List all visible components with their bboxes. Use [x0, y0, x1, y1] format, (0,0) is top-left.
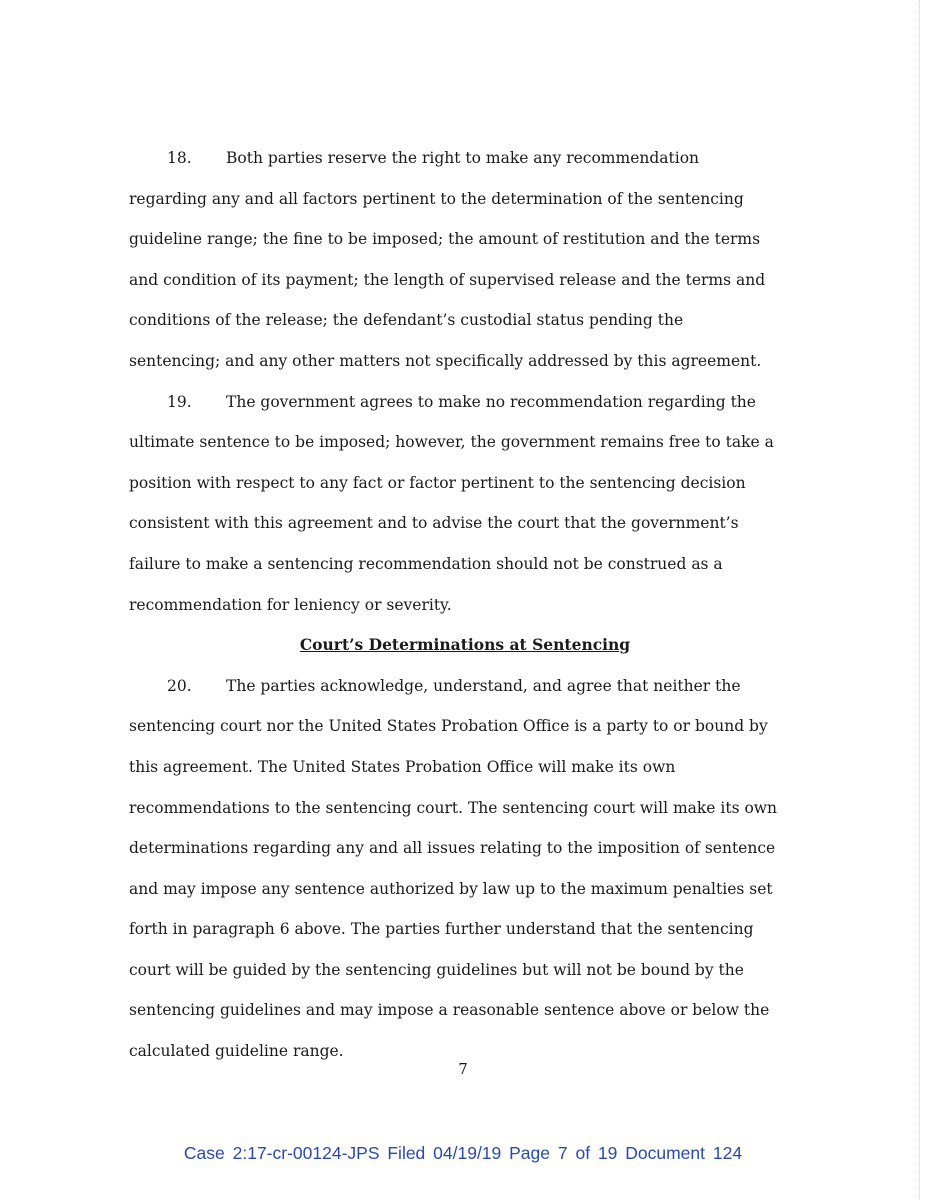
paragraph-number: 19.	[167, 392, 192, 411]
document-page	[129, 138, 779, 1072]
paragraph-text: The parties acknowledge, understand, and agree that neither the sentencing court nor the United States Probation Office is a party to or bound by this agreement. The United States Probation Office will make its own recommendations to the sentencing court. The sentencing court will make its own determinations regarding any and all issues relating to the imposition of sentence and may impose any sentence authorized by law up to the maximum penalties set forth in paragraph 6 above. The parties further understand that the sentencing court will be guided by the sentencing guidelines but will not be bound by the sentencing guidelines and may impose a reasonable sentence above or below the calculated guideline range.	[129, 676, 778, 1061]
scan-edge-artifact	[918, 0, 920, 1200]
page-number: 7	[458, 1060, 468, 1078]
paragraph-number: 18.	[167, 149, 192, 167]
paragraph-18	[129, 138, 779, 382]
section-heading: Court’s Determinations at Sentencing	[299, 635, 631, 655]
court-filing-stamp: Case 2:17-cr-00124-JPS Filed 04/19/19 Page 7 of 19 Document 124	[183, 1143, 743, 1163]
paragraph-text: The government agrees to make no recommendation regarding the ultimate sentence to be imposed; however, the government remains free to take a position with respect to any fact or factor pertinent to the sentencing decision consistent with this agreement and to advise the court that the government’s failure to make a sentencing recommendation should not be construed as a recommendation for leniency or severity.	[129, 392, 774, 614]
paragraph-19	[129, 382, 779, 626]
paragraph-number: 20.	[167, 676, 192, 695]
paragraph-text: Both parties reserve the right to make any recommendation regarding any and all factors pertinent to the determination of the sentencing guideline range; the fine to be imposed; the amount of restitution and the terms and condition of its payment; the length of supervised release and the terms and conditions of the release; the defendant’s custodial status pending the sentencing; and any other matters not specifically addressed by this agreement.	[129, 149, 766, 370]
paragraph-20	[129, 666, 779, 1072]
